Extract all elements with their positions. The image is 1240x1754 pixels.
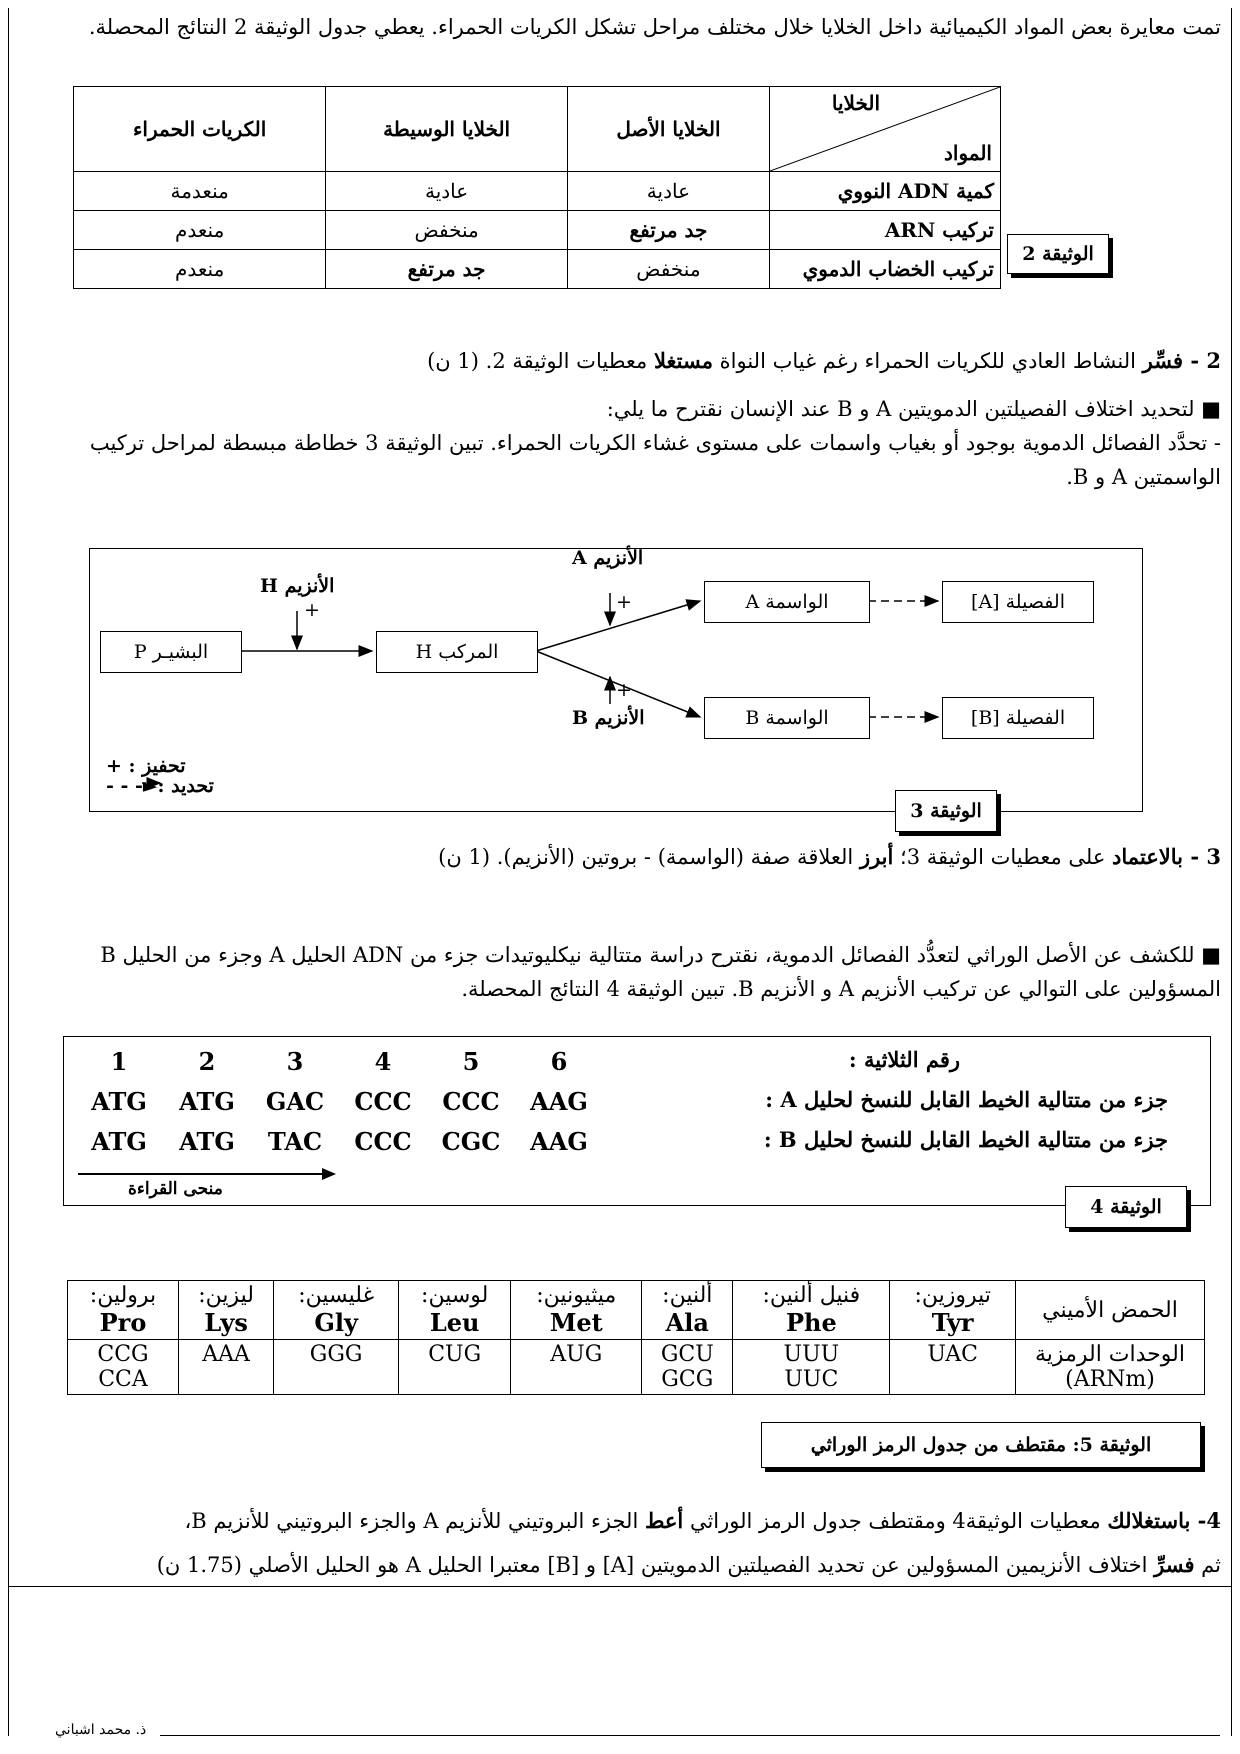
doc2-cell: منعدم [74,250,326,289]
triplet-number: 2 [198,1047,216,1076]
aa-code: Phe [785,1308,837,1337]
table-row [74,211,1001,250]
codon: GAC [265,1087,325,1116]
complex-box [376,631,538,673]
codon: TAC [267,1127,323,1156]
triplet-number: 1 [110,1047,128,1076]
doc2-cell: جد مرتفع [567,211,769,250]
q4b-text: اختلاف الأنزيمين المسؤولين عن تحديد الفصيلتين الدمويتين [A] و [B] معتبرا الحليل A هو الحليل الأصلي (1.75 ن) [156,1553,1155,1577]
codon: GCU [660,1342,714,1367]
plus-b: + [616,679,632,701]
doc2-label: الوثيقة 2 [1007,234,1109,274]
allele-b-row [64,1127,1210,1167]
aa-code: Gly [314,1308,358,1337]
doc5-label: الوثيقة 5: مقتطف من جدول الرمز الوراثي [761,1422,1201,1468]
triplet-number-row [64,1047,1210,1087]
q4-text: الجزء البروتيني للأنزيم A والجزء البروتيني للأنزيم B، [184,1509,645,1533]
group-b-box [942,697,1094,739]
q4-verb: أعط [644,1508,684,1533]
codon: ATG [179,1127,235,1156]
amino-acid-cell [274,1281,399,1340]
doc4-sequences [63,1036,1211,1206]
codon-cell [890,1340,1016,1395]
page [8,8,1232,1736]
codon: ATG [91,1127,147,1156]
aa-code: Met [549,1308,603,1337]
amino-acid-cell [511,1281,642,1340]
triplet-number: 6 [550,1047,568,1076]
doc2-cell: جد مرتفع [326,250,568,289]
q4-text: معطيات الوثيقة4 ومقتطف جدول الرمز الوراثي [683,1509,1108,1533]
signature: ذ. محمد اشباني [55,1722,147,1738]
aa-name: ألنين: [662,1283,713,1308]
doc2-cell: منعدم [74,211,326,250]
para-4: ■ للكشف عن الأصل الوراثي لتعدُّد الفصائل الدموية، نقترح دراسة متتالية نيكليوتيدات جزء من ADN الحليل A وجزء من الحليل B المسؤولين على التوالي عن تركيب الأنزيم A و الأنزيم B. تبين الوثيقة 4 النتائج المحصلة. [100,943,1221,1001]
marker-b-label: الواسمة B [745,707,829,729]
q2-verb: فسِّر [1142,348,1184,373]
doc4-label: الوثيقة 4 [1065,1186,1187,1228]
q2-text: معطيات الوثيقة 2. (1 ن) [427,349,654,373]
codon: GCG [661,1367,714,1392]
allele-b-label: جزء من متتالية الخيط القابل للنسخ لحليل B : [763,1127,1168,1152]
codon-cell [68,1340,179,1395]
codon-cell [733,1340,890,1395]
table-row [68,1281,1205,1340]
triplet-number: 3 [286,1047,304,1076]
table-row [74,172,1001,211]
codon: ATG [179,1087,235,1116]
question-4a [19,1504,1221,1538]
group-b-label: الفصيلة [B] [970,707,1066,729]
complex-label: المركب H [415,641,499,663]
doc2-corner-top: الخلايا [831,91,880,115]
codon: CCC [354,1087,412,1116]
codon: AAA [202,1342,250,1367]
reading-direction-label: منحى القراءة [128,1179,223,1199]
codon: CCC [442,1087,500,1116]
q2-text: النشاط العادي للكريات الحمراء رغم غياب النواة [712,349,1143,373]
aa-code: Pro [99,1308,147,1337]
doc5-head-aa: الحمض الأميني [1016,1281,1205,1340]
triplet-number-label: رقم الثلاثية : [848,1047,960,1072]
aa-name: فنيل ألنين: [762,1283,861,1308]
footer-line [160,1735,1220,1736]
question-3 [19,840,1221,874]
aa-name: لوسين: [421,1283,489,1308]
amino-acid-cell [642,1281,733,1340]
codon-cell [642,1340,733,1395]
codon: CCC [354,1127,412,1156]
doc5-head-codons: الوحدات الرمزية (ARNm) [1016,1340,1205,1395]
doc2-cell: منعدمة [74,172,326,211]
amino-acid-cell [733,1281,890,1340]
q4b-text: ثم [1194,1553,1221,1577]
aa-code: Lys [204,1308,248,1337]
doc2-cell: منخفض [567,250,769,289]
plus-a: + [616,591,632,613]
codon: CGC [441,1127,501,1156]
aa-code: Leu [429,1308,480,1337]
legend-determination: - - -►: تحديد [106,775,214,797]
doc2-col-header: الخلايا الأصل [567,87,769,172]
intro-paragraph: تمت معايرة بعض المواد الكيميائية داخل الخلايا خلال مختلف مراحل تشكل الكريات الحمراء. يعطي جدول الوثيقة 2 النتائج المحصلة. [88,15,1221,39]
doc2-col-header: الخلايا الوسيطة [326,87,568,172]
enzyme-h-label: الأنزيم H [260,575,335,597]
para-3b: - تحدَّد الفصائل الدموية بوجود أو بغياب واسمات على مستوى غشاء الكريات الحمراء. تبين الوثيقة 3 خطاطة مبسطة لمراحل تركيب الواسمتين A و B. [89,431,1221,489]
table-row [68,1340,1205,1395]
doc2-table [73,86,1001,289]
q2-strong: مستغلا [653,348,713,373]
doc2-col-header: الكريات الحمراء [74,87,326,172]
group-a-label: الفصيلة [A] [971,591,1065,613]
gene-label: البشيـر P [133,641,209,663]
doc2-cell: عادية [326,172,568,211]
codon: UAC [927,1342,978,1367]
codon-cell [178,1340,273,1395]
doc2-row-name: تركيب الخضاب الدموي [770,250,1001,289]
plus-h: + [304,599,320,621]
q3-verb: أبرز [859,844,894,869]
codon: ATG [91,1087,147,1116]
amino-acid-cell [399,1281,511,1340]
codon: AAG [530,1087,588,1116]
codon: GGG [309,1342,363,1367]
amino-acid-cell [890,1281,1016,1340]
enzyme-a-label: الأنزيم A [572,547,644,569]
marker-a-box [704,581,870,623]
amino-acid-cell [68,1281,179,1340]
doc2-cell: عادية [567,172,769,211]
aa-name: برولين: [89,1283,157,1308]
codon-cell [399,1340,511,1395]
doc3-diagram [89,548,1143,812]
q4b-verb: فسرِّ [1154,1552,1195,1577]
allele-a-row [64,1087,1210,1127]
codon: CCG [97,1342,149,1367]
gene-box [100,631,242,673]
para-3a: ■ لتحديد اختلاف الفصيلتين الدمويتين A و B عند الإنسان نقترح ما يلي: [606,397,1221,421]
question-4b [19,1548,1221,1582]
doc2-cell: منخفض [326,211,568,250]
codon: AAG [530,1127,588,1156]
legend-stimulation: + : تحفيز [106,755,186,777]
aa-code: Tyr [931,1308,974,1337]
allele-a-label: جزء من متتالية الخيط القابل للنسخ لحليل A : [765,1087,1168,1112]
question-2 [19,344,1221,378]
divider [9,1586,1231,1587]
aa-name: ميثيونين: [536,1283,617,1308]
marker-a-label: الواسمة A [745,591,829,613]
codon: AUG [550,1342,603,1367]
codon: CUG [428,1342,482,1367]
enzyme-b-label: الأنزيم B [572,707,645,729]
triplet-number: 5 [462,1047,480,1076]
doc2-corner-cell [770,87,1001,172]
doc2-row-name: تركيب ARN [770,211,1001,250]
codon: UUC [784,1367,839,1392]
codon-cell [274,1340,399,1395]
codon: UUU [783,1342,840,1367]
group-a-box [942,581,1094,623]
amino-acid-cell [178,1281,273,1340]
table-row [74,250,1001,289]
doc5-table [67,1280,1205,1395]
q3-number: 3 - [1183,844,1221,869]
q3-text: على معطيات الوثيقة 3؛ [893,845,1113,869]
aa-name: ليزين: [198,1283,254,1308]
codon: CCA [98,1367,148,1392]
q4-strong: باستغلالك [1107,1508,1191,1533]
q3-strong: بالاعتماد [1112,844,1184,869]
marker-b-box [704,697,870,739]
doc2-corner-bottom: المواد [943,141,992,165]
q3-text: العلاقة صفة (الواسمة) - بروتين (الأنزيم). (1 ن) [438,845,860,869]
q4-number: 4- [1190,1508,1221,1533]
q2-number: 2 - [1183,348,1221,373]
aa-code: Ala [665,1308,709,1337]
triplet-number: 4 [374,1047,392,1076]
aa-name: تيروزين: [914,1283,991,1308]
aa-name: غليسين: [298,1283,375,1308]
doc3-label: الوثيقة 3 [895,790,997,832]
doc2-row-name: كمية ADN النووي [770,172,1001,211]
codon-cell [511,1340,642,1395]
